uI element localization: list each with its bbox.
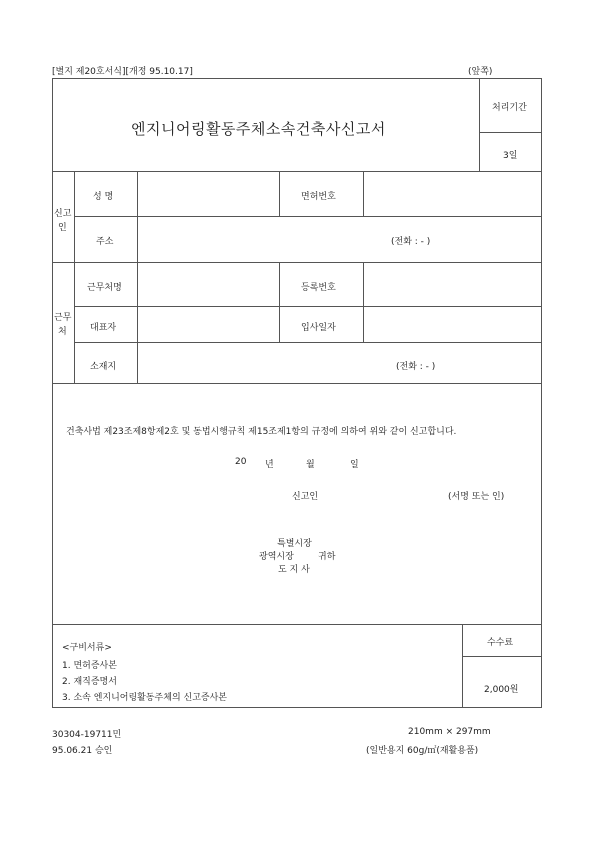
fee-divider [462,624,463,708]
name-field[interactable] [140,174,276,214]
required-document-item: 1. 면허증사본 [62,661,117,671]
location-field[interactable] [140,345,390,380]
registration-number-label: 등록번호 [301,283,336,293]
approval-date: 95.06.21 승인 [52,746,113,756]
table-border-right [541,78,542,708]
registration-number-field[interactable] [366,265,538,303]
declaration-bottom-line [52,624,542,625]
name-column-divider [279,171,280,216]
required-document-item: 2. 재직증명서 [62,677,117,687]
workplace-phone[interactable]: (전화 : - ) [396,362,436,372]
processing-period-label: 처리기간 [492,103,527,113]
workplace-column-divider-2 [363,262,364,342]
form-reference: [별지 제20호서식][개정 95.10.17] [52,67,193,77]
reporter-section-label-2: 인 [58,223,67,233]
paper-spec: (일반용지 60g/㎡(재활용품) [366,746,479,756]
form-code: 30304-19711민 [52,730,122,740]
representative-label: 대표자 [90,323,117,333]
workplace-row-divider-2 [74,342,542,343]
title-bottom-line [52,171,542,172]
title-divider [479,78,480,171]
reporter-bottom-line [52,262,542,263]
hire-date-label: 입사일자 [301,323,336,333]
table-border-bottom [52,707,542,708]
reporter-row-divider [74,216,542,217]
label-column-divider [137,171,138,383]
workplace-column-divider-1 [279,262,280,342]
page-side-label: (앞쪽) [468,67,493,77]
required-document-item: 3. 소속 엔지니어링활동주체의 신고증사본 [62,693,227,703]
fee-row-divider [462,656,542,657]
hire-date-field[interactable] [366,309,538,339]
signature-hint[interactable]: (서명 또는 인) [448,492,505,502]
date-year-prefix: 20 [235,457,247,467]
license-number-label: 면허번호 [301,192,336,202]
recipient-special-city: 특별시장 [277,539,312,549]
license-column-divider [363,171,364,216]
required-documents-heading: <구비서류> [62,643,112,653]
reporter-signature-label: 신고인 [292,492,319,502]
reporter-section-label: 신고 [54,209,72,219]
date-month-label: 월 [306,460,315,470]
recipient-metro-city: 광역시장 [259,552,294,562]
representative-field[interactable] [140,309,276,339]
processing-period-value: 3일 [503,151,518,161]
location-label: 소재지 [90,362,117,372]
address-label: 주소 [96,237,114,247]
workplace-row-divider-1 [74,306,542,307]
date-year-label: 년 [265,460,274,470]
recipient-honorific: 귀하 [318,552,336,562]
workplace-section-label-2: 처 [58,327,67,337]
recipient-province-governor: 도 지 사 [278,565,310,575]
name-label: 성 명 [93,192,114,202]
section-label-divider [74,171,75,383]
declaration-statement: 건축사법 제23조제8항제2호 및 동법시행규칙 제15조제1항의 규정에 의하여 위와 같이 신고합니다. [66,427,457,437]
workplace-bottom-line [52,383,542,384]
paper-size: 210mm × 297mm [408,727,491,737]
table-border-left [52,78,53,708]
table-border-top [52,78,542,79]
reporter-phone[interactable]: (전화 : - ) [391,237,431,247]
license-number-field[interactable] [366,174,538,214]
workplace-section-label: 근무 [54,313,72,323]
fee-label: 수수료 [487,638,514,648]
fee-value: 2,000원 [484,685,519,695]
processing-divider [479,132,541,133]
office-name-field[interactable] [140,265,276,303]
address-field[interactable] [140,219,380,259]
form-title: 엔지니어링활동주체소속건축사신고서 [131,120,386,138]
date-day-label: 일 [350,460,359,470]
office-name-label: 근무처명 [87,283,122,293]
